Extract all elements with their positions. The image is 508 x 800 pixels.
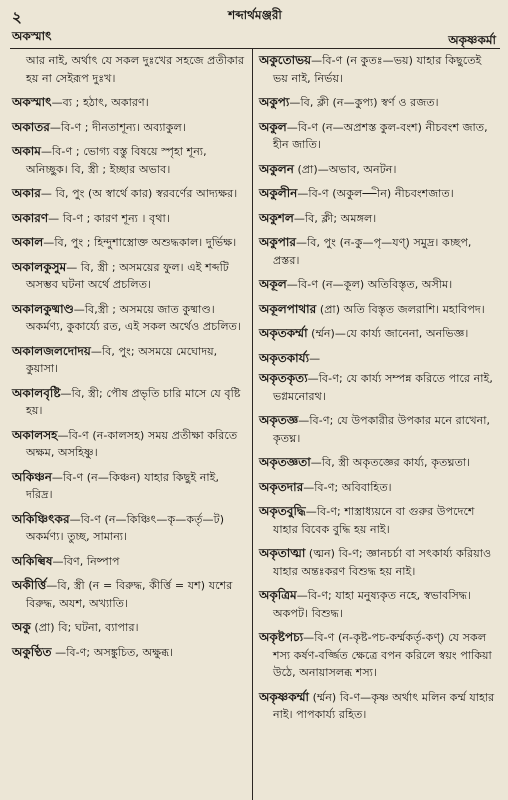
dictionary-entry	[259, 545, 497, 580]
entry-definition: —বি, পুং (ন-কু—পৃ—যণ্) সমুদ্র। কচ্ছপ, প্রস্তর।	[273, 236, 472, 267]
entry-headword: অকুশল	[259, 210, 294, 225]
dictionary-columns	[10, 49, 500, 800]
entry-headword: অকুপ্য	[259, 95, 290, 109]
entry-definition: —বি-ণ; অবিবাহিত।	[303, 480, 392, 494]
dictionary-entry	[259, 185, 497, 203]
entry-headword: অকুণ্ঠিত	[12, 644, 52, 659]
entry-headword: অকিঞ্চন	[12, 469, 52, 484]
entry-headword: অকুলীন	[259, 186, 298, 200]
dictionary-entry	[259, 689, 497, 724]
dictionary-entry	[259, 370, 497, 405]
entry-headword: অকৃতকার্য্য	[259, 350, 310, 365]
entry-headword: অকাতর	[12, 119, 50, 134]
entry-definition: —বি, স্ত্রী (ন = বিরুদ্ধ, কীর্ত্তি = যশ) যশের বিরুদ্ধ, অযশ, অখ্যাতি।	[26, 579, 233, 610]
entry-definition: —	[309, 351, 321, 365]
entry-headword: অকৃতবুদ্ধি	[259, 504, 306, 518]
entry-definition: (র্ম্মন)—যে কার্য্য জানেনা, অনভিজ্ঞ।	[307, 327, 469, 340]
entry-headword: অকিঞ্চিৎকর	[12, 511, 70, 526]
entry-definition: —বি-ণ (ন—কিঞ্চিৎ—কৃ—কর্তৃ—ট) অকর্মণ্য। তুচ্ছ, সামান্য।	[26, 512, 225, 543]
entry-headword: অকালজলদোদয়	[12, 343, 91, 358]
guide-words	[10, 28, 500, 48]
dictionary-entry	[12, 259, 246, 294]
dictionary-entry	[12, 301, 246, 336]
left-column	[10, 49, 252, 800]
entry-definition: —বি-ণ ; দীনতাশূন্য। অব্যাকুল।	[49, 120, 186, 134]
entry-definition: —বি-ণ; যে কার্য্য সম্পন্ন করিতে পারে নাই, ভগ্নমনোরথ।	[273, 372, 493, 403]
dictionary-entry	[12, 210, 246, 228]
entry-headword: অকৃতজ্ঞ	[259, 413, 299, 427]
guide-word-left: অকস্মাৎ	[12, 29, 52, 43]
dictionary-entry	[12, 343, 246, 378]
dictionary-entry	[259, 94, 497, 112]
entry-definition: — বি-ণ ; কারণ শূন্য । বৃথা।	[48, 211, 170, 225]
entry-headword: অকারণ	[12, 210, 49, 225]
entry-definition: (প্রা) অতি বিস্তৃত জলরাশি। মহাবিপদ।	[316, 302, 485, 316]
entry-headword: অকৃতকৃত্য	[259, 371, 308, 385]
entry-definition: — বি, পুং (অ স্বার্থে কার) স্বরবর্ণের আদ্যক্ষর।	[40, 187, 238, 200]
dictionary-entry	[259, 119, 497, 154]
entry-definition: —বি-ণ; অসঙ্কুচিত, অক্ষুব্ধ।	[51, 645, 174, 659]
entry-headword: অকুপার	[259, 235, 297, 249]
entry-definition: —বি, স্ত্রী; পৌষ প্রভৃতি চারি মাসে যে বৃষ্টি হয়।	[26, 386, 241, 417]
entry-definition: —বি, পুং; অসময়ে মেঘোদয়, কুয়াসা।	[26, 344, 218, 375]
entry-headword: অকূলপাথার	[259, 301, 317, 316]
dictionary-entry	[259, 454, 497, 472]
dictionary-entry	[12, 511, 246, 546]
entry-headword: অকৃতাত্মা	[259, 546, 306, 560]
entry-definition: —ব্য ; হঠাৎ, অকারণ।	[51, 96, 149, 109]
entry-definition: —বি,স্ত্রী ; অসময়ে জাত কুষ্মাণ্ড। অকর্মণ্য, কুকার্য্যে রত, এই সকল অর্থেও প্রচলিত।	[26, 302, 242, 333]
dictionary-entry	[259, 629, 497, 682]
entry-headword: অকূল	[259, 277, 287, 291]
dictionary-entry	[12, 469, 246, 504]
entry-definition: —বি-ণ (ন কুতঃ—ভয়) যাহার কিছুতেই ভয় নাই, নির্ভয়।	[273, 54, 482, 85]
entry-headword: অকার	[12, 186, 41, 200]
dictionary-entry	[12, 427, 246, 462]
dictionary-entry	[259, 325, 497, 343]
entry-headword: অকালকুষ্মাণ্ড	[12, 301, 74, 316]
right-column	[253, 49, 499, 800]
entry-definition: —বি-ণ (ন-কালসহ) সময় প্রতীক্ষা করিতে অক্ষম, অসহিষ্ণু।	[26, 428, 238, 459]
dictionary-entry	[259, 276, 497, 294]
entry-headword: অকুল	[259, 119, 287, 134]
entry-headword: অকৃতকর্ম্মা	[259, 326, 308, 340]
entry-definition: —বি, ক্লী; অমঙ্গল।	[293, 211, 377, 225]
entry-headword: অকিল্বিষ	[12, 553, 53, 568]
guide-word-right: অকৃষ্ণকর্মা	[448, 33, 496, 47]
entry-headword: অকুলন	[259, 161, 294, 176]
page-number: ২	[12, 8, 22, 26]
dictionary-entry	[12, 619, 246, 637]
entry-headword: অকীর্ত্তি	[12, 578, 47, 592]
dictionary-entry	[259, 412, 497, 447]
entry-definition: — বি, স্ত্রী ; অসময়ের ফুল। এই শব্দটি অসম্ভব ঘটনা অর্থে প্রচলিত।	[26, 260, 229, 291]
entry-definition: —বি-ণ ; ভোগ্য বস্তু বিষয়ে স্পৃহা শূন্য, অনিচ্ছুক। বি, স্ত্রী ; ইচ্ছার অভাব।	[26, 145, 207, 176]
dictionary-entry	[12, 644, 246, 662]
entry-definition: —বি-ণ (অকুল—ীন) নীচবংশজাত।	[297, 187, 454, 200]
dictionary-entry	[12, 553, 246, 571]
dictionary-entry	[12, 385, 246, 420]
dictionary-entry	[12, 119, 246, 137]
entry-headword: অকালবৃষ্টি	[12, 385, 61, 400]
dictionary-entry	[259, 350, 497, 368]
entry-headword: অকাল	[12, 235, 44, 249]
entry-definition: —বি, পুং ; হিন্দুশাস্ত্রোক্ত অশুদ্ধকাল। দুর্ভিক্ষ।	[43, 236, 237, 249]
entry-definition: (র্ম্মন) বি-ণ—কৃষ্ণ অর্থাৎ মলিন কর্ম্ম যাহার নাই। পাপকার্য্য রহিত।	[273, 690, 495, 721]
entry-definition: —বি-ণ; শাস্ত্রাধ্যয়নে বা গুরুর উপদেশে যাহার বিবেক বুদ্ধি হয় নাই।	[273, 505, 475, 536]
entry-headword: অকৃষ্ণকর্ম্মা	[259, 689, 309, 704]
entry-definition: —বি-ণ; যাহা মনুষ্যকৃত নহে, স্বভাবসিদ্ধ। অকপট। বিশুদ্ধ।	[273, 589, 472, 620]
entry-headword: অকস্মাৎ	[12, 95, 52, 109]
page-header	[10, 6, 500, 28]
entry-definition: —বি-ণ (ন—কিঞ্চন) যাহার কিছুই নাই, দরিদ্র।	[26, 470, 220, 501]
entry-definition: —বি-ণ (ন—কূল) অতিবিস্তৃত, অসীম।	[286, 278, 453, 291]
dictionary-entry	[259, 587, 497, 622]
dictionary-entry	[259, 503, 497, 538]
entry-definition: —বি-ণ; যে উপকারীর উপকার মনে রাখেনা, কৃতঘ্ন।	[273, 414, 491, 445]
entry-headword: অকুতোভয়	[259, 53, 312, 67]
continued-definition: আর নাই, অর্থাৎ যে সকল দুঃখের সহজে প্রতীকার হয় না সেইরূপ দুঃখ।	[26, 54, 245, 85]
entry-definition: (প্রা)—অভাব, অনটন।	[293, 162, 397, 176]
entry-definition: —বি-ণ (ন-কৃষ্ট-পচ-কর্ম্মকর্তৃ-কণ্) যে সকল শস্য কর্ষণ-বর্জ্জিত ক্ষেত্রে বপন করিলে স্বয়ং পাকিয়া উঠে, অনায়াসলব্ধ শস্য।	[273, 631, 492, 679]
entry-definition: —বি, স্ত্রী অকৃতজ্ঞের কার্য্য, কৃতঘ্নতা।	[310, 456, 471, 469]
entry-definition: —বি-ণ (ন—অপ্রশস্ত কুল-বংশ) নীচবংশ জাত, হীন জাতি।	[273, 120, 488, 151]
entry-definition: —বিণ, নিষ্পাপ	[52, 554, 120, 568]
dictionary-entry	[259, 479, 497, 497]
dictionary-entry	[259, 161, 497, 179]
dictionary-entry	[259, 234, 497, 269]
dictionary-entry	[12, 94, 246, 112]
entry-headword: অকাম	[12, 144, 41, 158]
dictionary-entry	[12, 143, 246, 178]
dictionary-entry	[12, 185, 246, 203]
entry-headword: অকৃতজ্ঞতা	[259, 455, 311, 469]
entry-definition: —বি, ক্লী (ন—কুপ্য) স্বর্ণ ও রজত।	[289, 96, 439, 109]
dictionary-entry	[259, 301, 497, 319]
entry-headword: অকু	[12, 620, 31, 634]
entry-headword: অকালকুসুম	[12, 259, 67, 274]
dictionary-entry	[12, 577, 246, 612]
entry-headword: অকালসহ	[12, 427, 58, 442]
dictionary-entry	[259, 52, 497, 87]
entry-definition: (ত্মন) বি-ণ; জ্ঞানচর্চা বা সৎকার্য্য করিয়াও যাহার অন্তঃকরণ বিশুদ্ধ হয় নাই।	[273, 547, 492, 578]
entry-definition: (প্রা) বি; ঘটনা, ব্যাপার।	[30, 621, 139, 634]
entry-headword: অকৃত্রিম	[259, 588, 297, 602]
dictionary-entry	[259, 210, 497, 228]
book-title: শব্দার্থমঞ্জরী	[228, 8, 282, 22]
entry-headword: অকৃষ্টপচ্য	[259, 630, 304, 644]
entry-headword: অকৃতদার	[259, 479, 304, 494]
dictionary-entry	[12, 234, 246, 252]
